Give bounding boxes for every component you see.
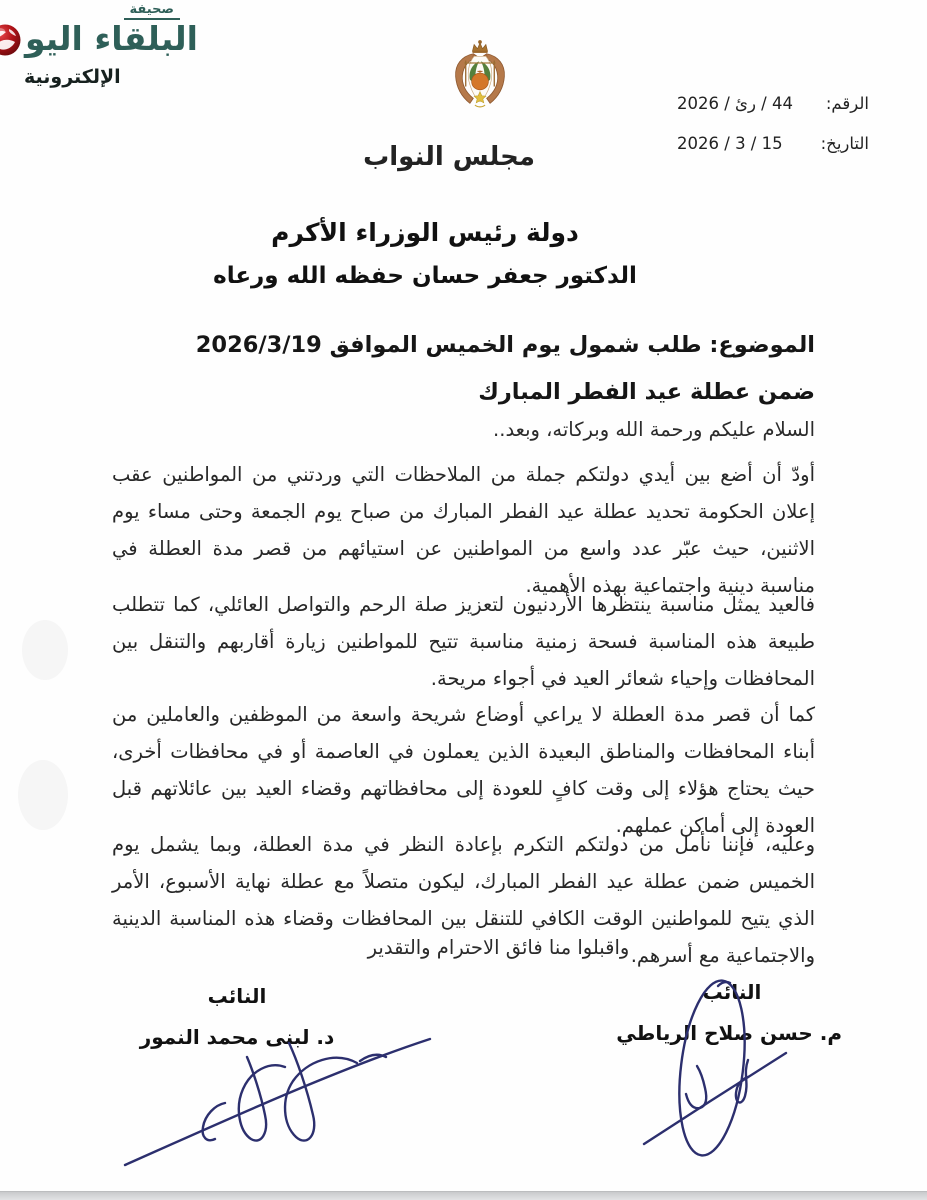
body-paragraph-3: كما أن قصر مدة العطلة لا يراعي أوضاع شريحة واسعة من الموظفين والعاملين من أبناء المحافظات والمناطق البعيدة الذين يعملون في العاصمة أو في محافظات أخرى، حيث يحتاج هؤلاء إلى وقت كافٍ للعودة إلى محافظاتهم وقضاء العيد بين عائلاتهم قبل العودة إلى أماكن عملهم. bbox=[112, 703, 815, 837]
royal-crest-emblem bbox=[363, 36, 535, 172]
body-paragraph-4: وعليه، فإننا نأمل من دولتكم التكرم بإعادة النظر في مدة العطلة، وبما يشمل يوم الخميس ضمن عطلة عيد الفطر المبارك، ليكون متصلاً مع عطلة نهاية الأسبوع، الأمر الذي يتيح للمواطنين الوقت الكافي للتنقل بين المحافظات وقضاء هذه المناسبة الدينية والاجتماعية مع أسرهم. bbox=[112, 833, 815, 967]
body-paragraph-1: أودّ أن أضع بين أيدي دولتكم جملة من الملاحظات التي وردتني من المواطنين عقب إعلان الحكومة تحديد عطلة عيد الفطر المبارك من صباح يوم الجمعة وحتى مساء يوم الاثنين، حيث عبّر عدد واسع من المواطنين عن استيائهم من قصر مدة العطلة في مناسبة دينية واجتماعية بهذه الأهمية. bbox=[112, 463, 815, 597]
jordan-coat-of-arms-icon bbox=[438, 36, 522, 132]
logo-name: البلقاء اليو bbox=[24, 18, 198, 58]
reference-number-value: 44 / رئ / 2026 bbox=[677, 94, 793, 113]
recipient-title: دولة رئيس الوزراء الأكرم bbox=[271, 218, 579, 247]
handwritten-signature-left-icon bbox=[105, 1025, 445, 1190]
reference-number-label: الرقم: bbox=[825, 94, 869, 113]
recipient-name: الدكتور جعفر حسان حفظه الله ورعاه bbox=[213, 262, 637, 289]
body-paragraph-2: فالعيد يمثل مناسبة ينتظرها الأردنيون لتعزيز صلة الرحم والتواصل العائلي، كما تتطلب طبيعة هذه المناسبة فسحة زمنية مناسبة تتيح للمواطنين زيارة أقاربهم والتنقل بين المحافظات وإحياء شعائر العيد في أجواء مريحة. bbox=[112, 593, 815, 690]
recipient-heading bbox=[55, 216, 795, 289]
signature-block-left bbox=[117, 984, 357, 1049]
reference-date-value: 15 / 3 / 2026 bbox=[677, 134, 783, 153]
logo-tagline-bottom: الإلكترونية bbox=[24, 66, 121, 88]
reference-number-row bbox=[677, 94, 869, 113]
logo-name-row bbox=[0, 18, 198, 58]
subject-line-1: الموضوع: طلب شمول يوم الخميس الموافق 2026/3/19 bbox=[195, 332, 815, 358]
subject-heading bbox=[100, 322, 815, 416]
scanned-page-bottom-edge bbox=[0, 1191, 927, 1200]
emblem-caption: مجلس النواب bbox=[363, 142, 535, 172]
globe-icon bbox=[0, 22, 23, 58]
scan-smudge bbox=[18, 760, 68, 830]
signer-name-left: د. لبنى محمد النمور bbox=[139, 1025, 335, 1049]
logo-tagline-top: صحيفة bbox=[124, 2, 180, 20]
signature-block-right bbox=[616, 980, 842, 1045]
closing-line: واقبلوا منا فائق الاحترام والتقدير bbox=[367, 936, 630, 959]
reference-date-row bbox=[677, 134, 869, 153]
reference-block bbox=[677, 94, 869, 174]
scan-smudge bbox=[22, 620, 68, 680]
reference-date-label: التاريخ: bbox=[820, 134, 869, 153]
subject-line-2: ضمن عطلة عيد الفطر المبارك bbox=[478, 379, 815, 405]
newspaper-logo bbox=[8, 2, 198, 98]
signer-title-left: النائب bbox=[207, 984, 267, 1008]
signer-name-right: م. حسن صلاح الرياطي bbox=[616, 1021, 842, 1045]
signer-title-right: النائب bbox=[702, 980, 762, 1004]
salutation: السلام عليكم ورحمة الله وبركاته، وبعد.. bbox=[493, 418, 815, 441]
